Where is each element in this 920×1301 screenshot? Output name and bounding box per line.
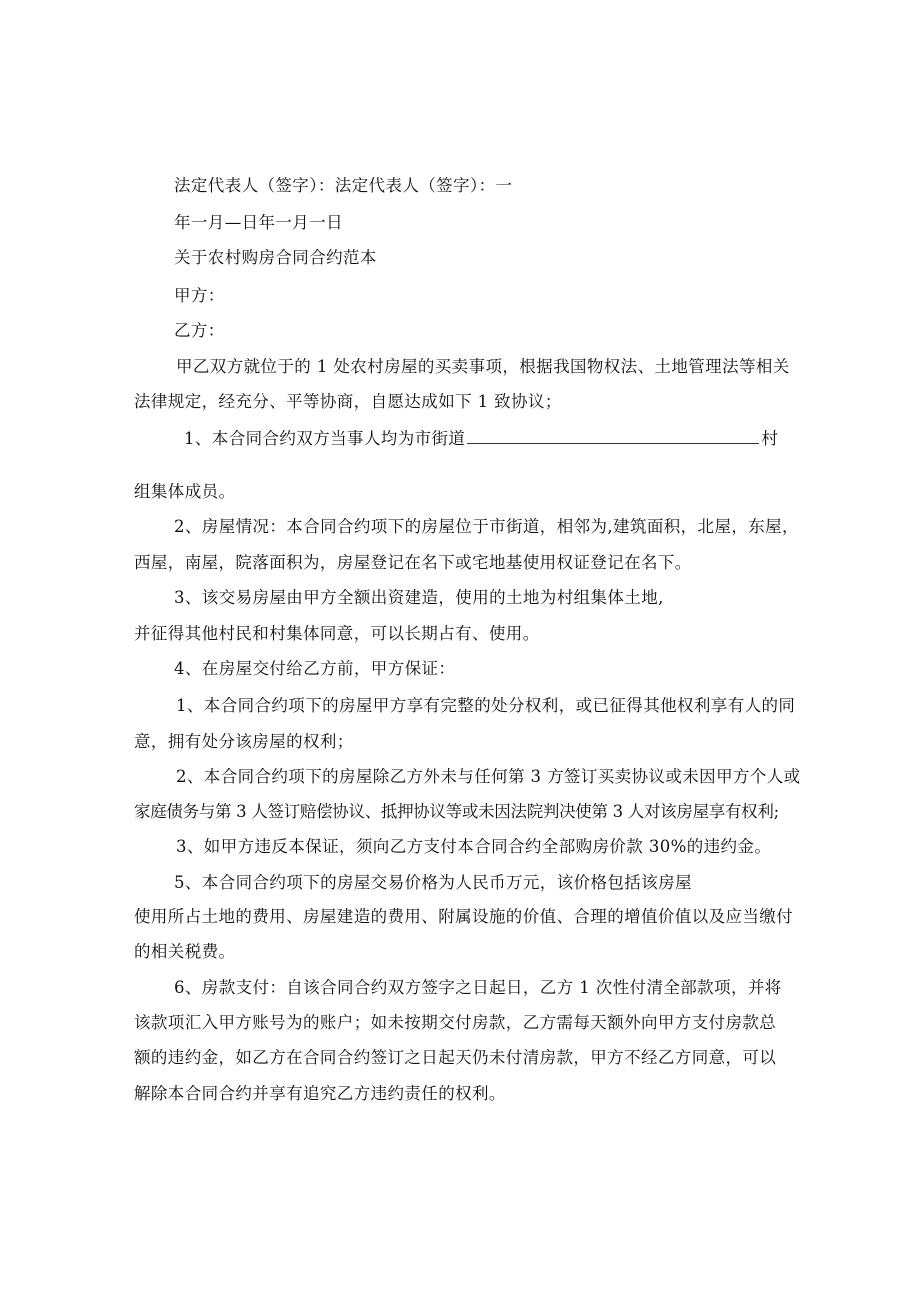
clause-1-line-1	[184, 428, 778, 450]
signature-line: 法定代表人（签字）：法定代表人（签字）：一	[174, 176, 513, 195]
intro-paragraph-line-2: 法律规定，经充分、平等协商，自愿达成如下 1 致协议；	[134, 392, 562, 411]
clause-5-line-3: 的相关税费。	[134, 942, 236, 961]
clause-4c-line-1: 3、如甲方违反本保证，须向乙方支付本合同合约全部购房价款 30%的违约金。	[176, 837, 772, 856]
village-blank-field	[467, 429, 759, 444]
clause-6-line-2: 该款项汇入甲方账号为的账户；如未按期交付房款，乙方需每天额外向甲方支付房款总	[134, 1013, 777, 1032]
clause-1-suffix: 村	[761, 429, 779, 448]
clause-6-line-1: 6、房款支付：自该合同合约双方签字之日起日，乙方 1 次性付清全部款项，并将	[174, 978, 782, 997]
clause-4b-line-1: 2、本合同合约项下的房屋除乙方外未与任何第 3 方签订买卖协议或未因甲方个人或	[176, 767, 801, 786]
date-line: 年一月—日年一月一日	[174, 213, 343, 232]
clause-1-prefix: 1、本合同合约双方当事人均为市街道	[184, 429, 466, 448]
clause-4a-line-1: 1、本合同合约项下的房屋甲方享有完整的处分权利，或已征得其他权利享有人的同	[176, 696, 796, 715]
clause-3-line-1: 3、该交易房屋由甲方全额出资建造，使用的土地为村组集体土地,	[174, 588, 664, 607]
intro-paragraph-line-1: 甲乙双方就位于的 1 处农村房屋的买卖事项，根据我国物权法、土地管理法等相关	[176, 357, 790, 376]
clause-2-line-1: 2、房屋情况：本合同合约项下的房屋位于市街道，相邻为,建筑面积，北屋，东屋，	[174, 517, 799, 536]
clause-5-line-1: 5、本合同合约项下的房屋交易价格为人民币万元，该价格包括该房屋	[174, 873, 692, 892]
document-title: 关于农村购房合同合约范本	[174, 248, 377, 267]
clause-4-line-1: 4、在房屋交付给乙方前，甲方保证：	[174, 659, 456, 678]
clause-6-line-3: 额的违约金，如乙方在合同合约签订之日起天仍未付清房款，甲方不经乙方同意，可以	[134, 1048, 777, 1067]
clause-2-line-2: 西屋，南屋，院落面积为，房屋登记在名下或宅地基使用权证登记在名下。	[134, 553, 692, 572]
clause-5-line-2: 使用所占土地的费用、房屋建造的费用、附属设施的价值、合理的增值价值以及应当缴付	[134, 907, 794, 926]
party-a-label: 甲方：	[174, 286, 225, 305]
clause-4b-line-2: 家庭债务与第 3 人签订赔偿协议、抵押协议等或未因法院判决使第 3 人对该房屋享有权利;	[134, 802, 779, 821]
party-b-label: 乙方：	[174, 321, 225, 340]
clause-6-line-4: 解除本合同合约并享有追究乙方违约责任的权利。	[134, 1084, 506, 1103]
clause-3-line-2: 并征得其他村民和村集体同意，可以长期占有、使用。	[134, 624, 540, 643]
clause-1-line-2: 组集体成员。	[134, 482, 236, 501]
clause-4a-line-2: 意，拥有处分该房屋的权利；	[134, 732, 354, 751]
